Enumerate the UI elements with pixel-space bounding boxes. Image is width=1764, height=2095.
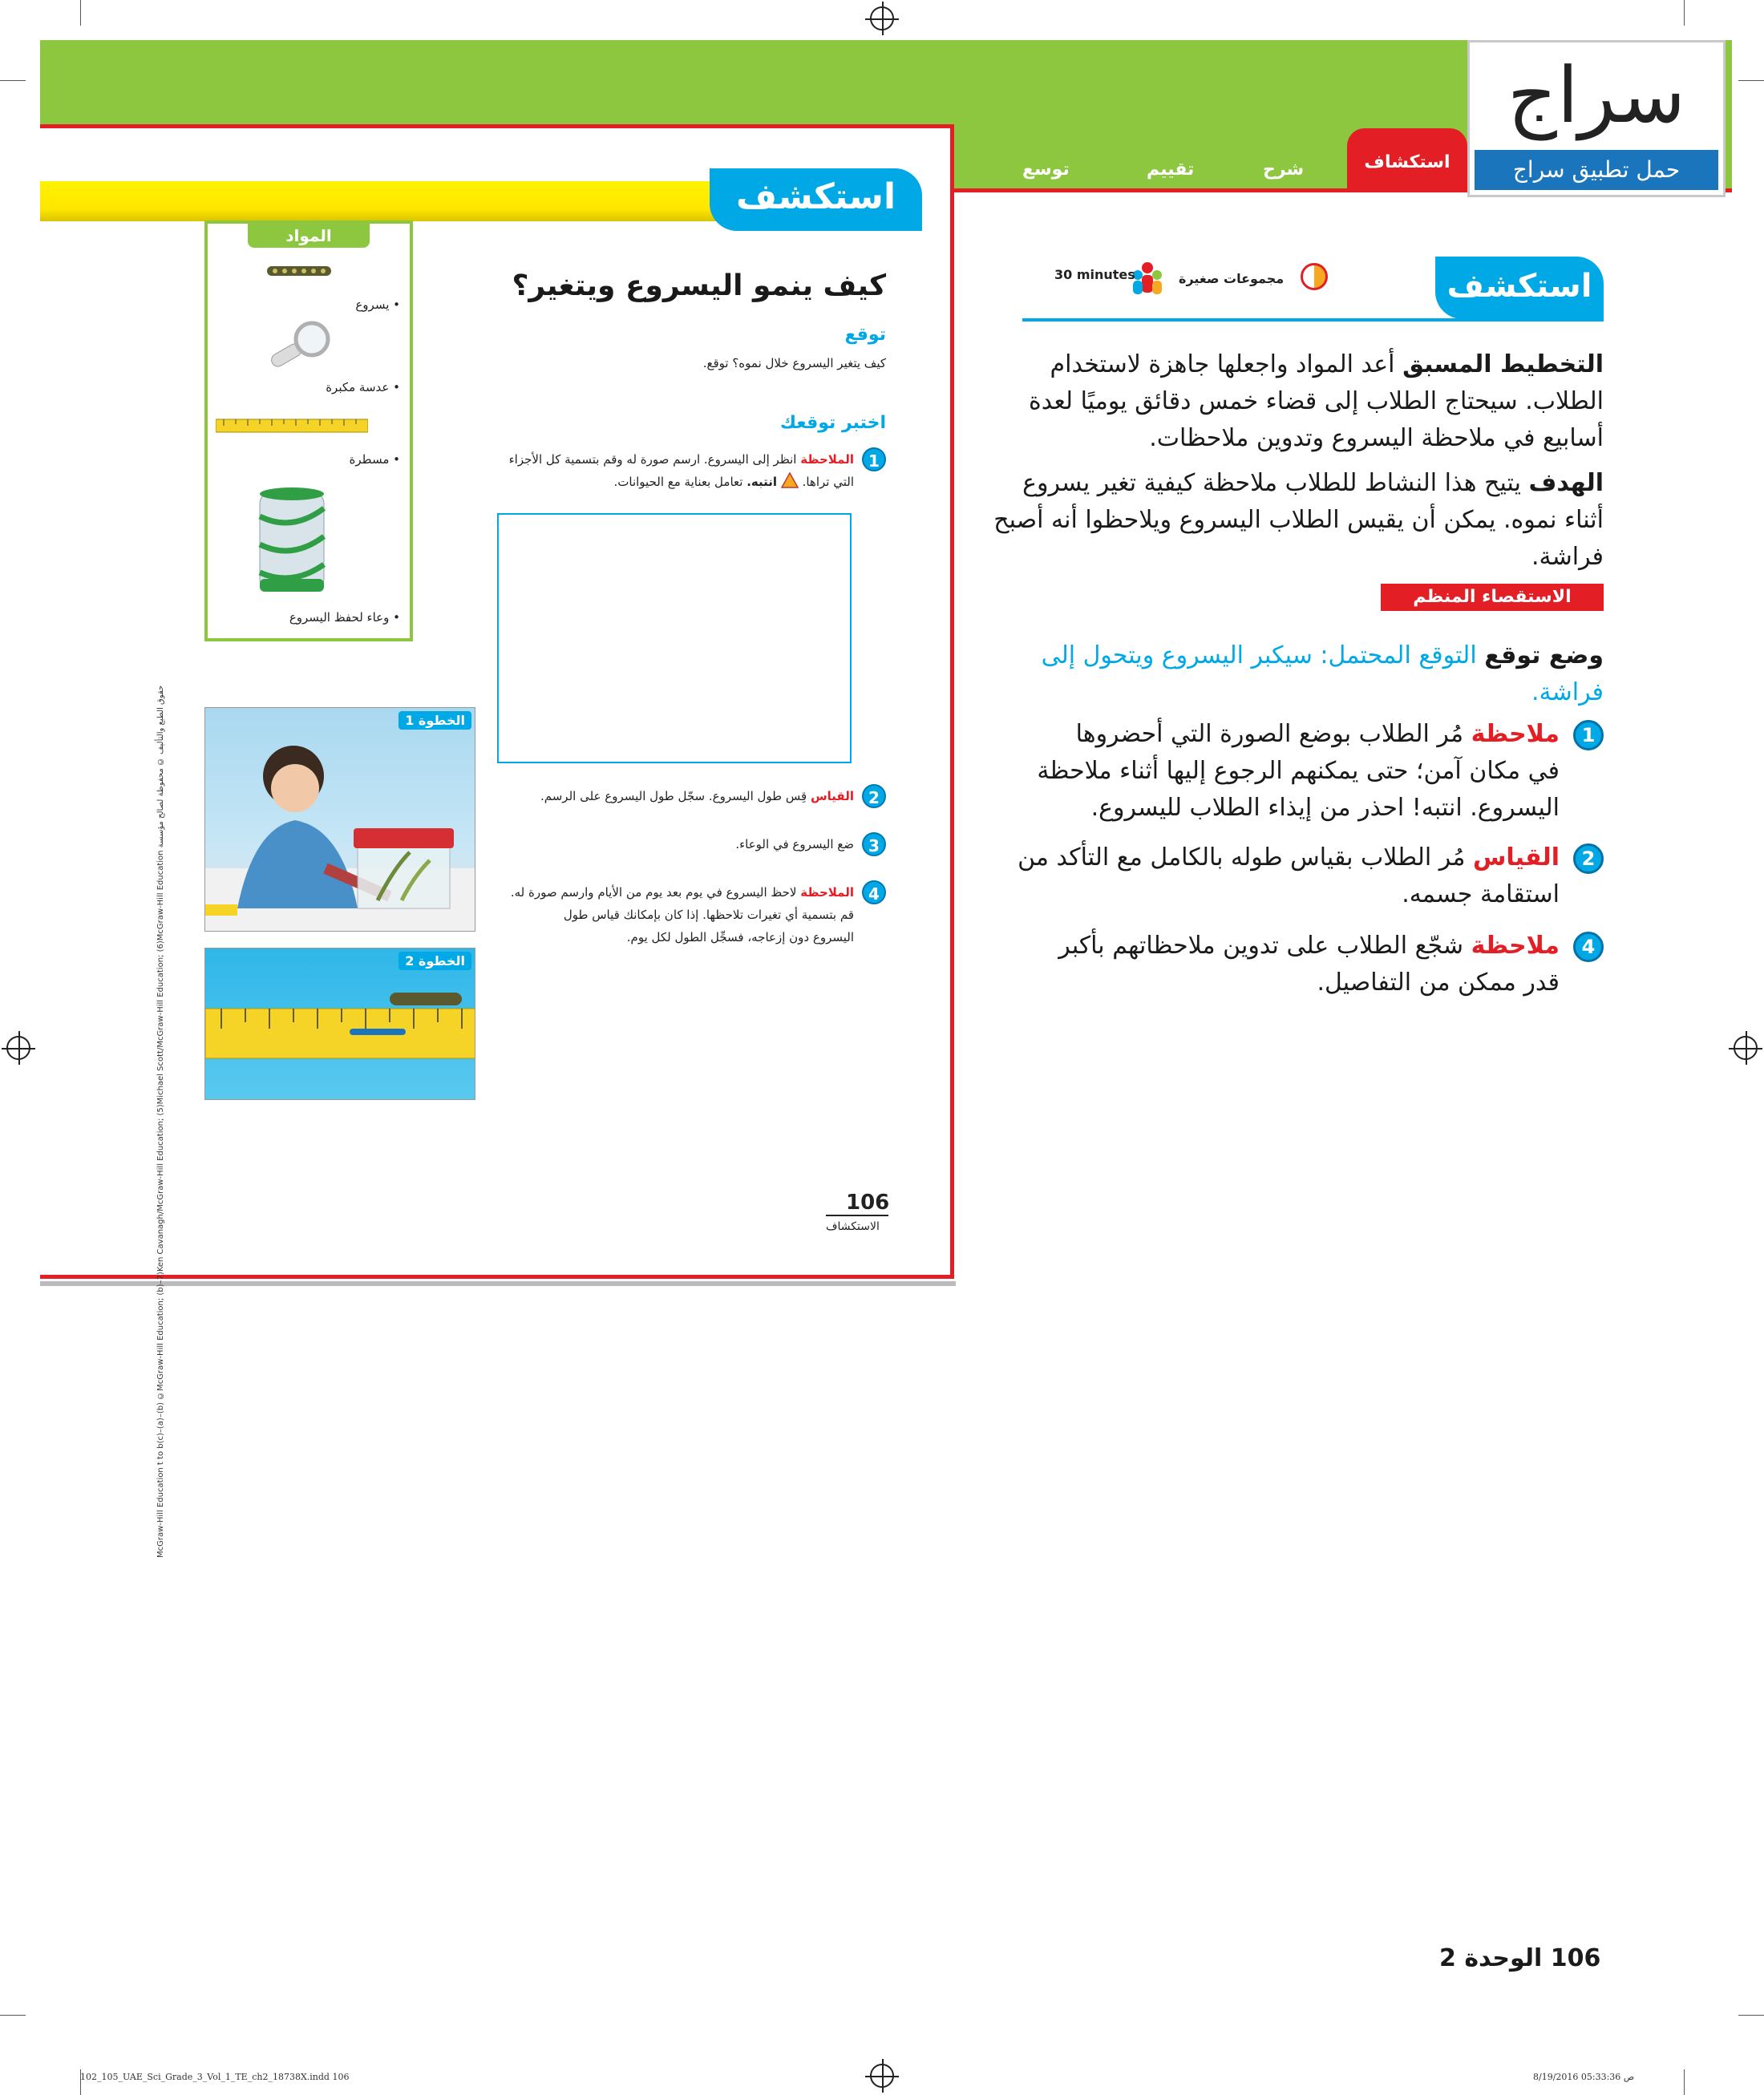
- registration-mark-left: [6, 1036, 30, 1060]
- teacher-step-2-keyword: القياس: [1472, 843, 1560, 872]
- tab-evaluate[interactable]: تقييم: [1147, 160, 1195, 180]
- teacher-step-1-text-1: مُر الطلاب بوضع الصورة التي أحضروها: [1075, 720, 1464, 748]
- test-heading: اختبر توقعك: [779, 413, 886, 433]
- crop-mark: [1738, 2015, 1764, 2016]
- teacher-page-number: 106: [1550, 1944, 1601, 1972]
- student-page-number: 106: [846, 1191, 890, 1215]
- logo-word: سراج: [1507, 51, 1686, 140]
- predict-keyword: وضع توقع: [1484, 641, 1604, 669]
- step-4-text: [511, 882, 854, 903]
- logo-subtitle: حمل تطبيق سراج: [1475, 150, 1718, 190]
- warning-text: تعامل بعناية مع الحيوانات.: [613, 475, 743, 489]
- copyright-en: t to b(c)–(a)–(b) ©McGraw-Hill Education; (b)–7)Ken Cavanagh/McGraw-Hill Education; (5)Michael Scott/McGraw-Hill Education; (6)McGraw-Hill Education: [156, 850, 165, 1466]
- caterpillar-icon: [264, 262, 336, 280]
- step-1-tag: الخطوة 1: [399, 711, 471, 730]
- step-2-photo: [204, 948, 475, 1100]
- step-1-body2: التي تراها.: [802, 475, 854, 489]
- teacher-step-2-line-2: استقامة جسمه.: [1402, 880, 1560, 908]
- predict-paragraph: [1042, 637, 1604, 711]
- material-ruler: • مسطرة: [349, 452, 400, 467]
- crop-mark: [1738, 80, 1764, 81]
- crop-mark: [0, 2015, 26, 2016]
- crop-mark: [80, 0, 81, 26]
- step-4-text-line2: قم بتسمية أي تغيرات تلاحظها. إذا كان بإمكانك قياس طول: [563, 908, 854, 922]
- teacher-step-1-line-2: في مكان آمن؛ حتى يمكنهم الرجوع إليها أثناء ملاحظة: [1037, 757, 1560, 785]
- teacher-step-4-keyword: ملاحظة: [1471, 932, 1560, 960]
- boy-with-container-illustration: [205, 708, 475, 932]
- step-2-text: [540, 786, 854, 807]
- teacher-banner: [1435, 257, 1604, 319]
- date-slug: 8/19/2016 05:33:36 ص: [1533, 2072, 1635, 2082]
- duration-icon: [1301, 263, 1328, 290]
- time-label: 30 minutes: [1054, 267, 1135, 282]
- crop-mark: [0, 80, 26, 81]
- goal-line-1: [993, 465, 1604, 502]
- warning-label: انتبه.: [746, 475, 778, 489]
- material-container-label: وعاء لحفظ اليسروع: [289, 610, 390, 625]
- step-1-badge: 1: [862, 447, 886, 471]
- magnifier-icon: [264, 318, 336, 374]
- tab-explain[interactable]: شرح: [1263, 160, 1305, 180]
- step-1-keyword: الملاحظة: [800, 452, 854, 467]
- teacher-step-1-badge: 1: [1573, 720, 1604, 750]
- teacher-step-2-line-1: [1018, 839, 1560, 876]
- student-banner: [710, 168, 922, 231]
- copyright-notice: [156, 686, 168, 1559]
- predict-line-2: فراشة.: [1531, 678, 1604, 706]
- tab-explore[interactable]: [1347, 128, 1467, 188]
- teacher-step-1-line-3: اليسروع. انتبه! احذر من إيذاء الطلاب لليسروع.: [1090, 794, 1560, 822]
- tab-extend[interactable]: توسع: [1022, 160, 1070, 180]
- step-1-text-line2: [614, 471, 855, 492]
- groups-icon: [1131, 261, 1164, 296]
- planning-line-2: الطلاب. سيحتاج الطلاب إلى قضاء خمس دقائق يوميًا لعدة: [1028, 387, 1604, 415]
- goal-line-2: أثناء نموه. يمكن أن يقيس الطلاب اليسروع ويلاحظوا أنه أصبح: [993, 506, 1604, 534]
- teacher-step-1: [1037, 716, 1560, 827]
- step-4-text-line3: اليسروع دون إزعاجه، فسجِّل الطول لكل يوم.: [626, 930, 854, 944]
- teacher-step-4-badge: 4: [1573, 932, 1604, 962]
- ruler-icon: [216, 418, 368, 434]
- teacher-footer: [1439, 1944, 1624, 1972]
- goal-text-1: يتيح هذا النشاط للطلاب ملاحظة كيفية تغير يسروع: [1022, 469, 1521, 497]
- predict-text-1: التوقع المحتمل: سيكبر اليسروع ويتحول إلى: [1041, 641, 1477, 669]
- teacher-step-1-line-1: [1037, 716, 1560, 753]
- planning-line-3: أسابيع في ملاحظة اليسروع وتدوين ملاحظات.: [1149, 424, 1604, 452]
- tab-explore-label: استكشاف: [1364, 152, 1450, 172]
- groups-label: مجموعات صغيرة: [1179, 271, 1285, 286]
- materials-box: [204, 220, 413, 641]
- page-number-rule: [826, 1215, 888, 1216]
- crop-mark: [1684, 0, 1685, 26]
- warning-triangle-icon: [781, 472, 799, 488]
- habitat-jar-icon: [252, 484, 332, 597]
- unit-label: الوحدة 2: [1439, 1944, 1543, 1972]
- step-3-badge: 3: [862, 832, 886, 856]
- goal-line-3: فراشة.: [1531, 543, 1604, 571]
- step-4-badge: 4: [862, 880, 886, 904]
- step-2-tag: الخطوة 2: [399, 952, 471, 970]
- teacher-banner-label: استكشف: [1446, 268, 1592, 305]
- predict-heading: توقع: [844, 325, 886, 345]
- teacher-step-4-text-1: شجّع الطلاب على تدوين ملاحظاتهم بأكبر: [1058, 932, 1464, 960]
- teacher-step-4: [1058, 928, 1560, 1001]
- material-container: • وعاء لحفظ اليسروع: [289, 610, 400, 625]
- material-ruler-label: مسطرة: [349, 452, 390, 467]
- copyright-ar: حقوق الطبع والتأليف © محفوظة لصالح مؤسسة McGraw-Hill Education: [156, 686, 165, 1559]
- material-magnifier: • عدسة مكبرة: [326, 380, 400, 394]
- planning-line-1: [1029, 346, 1604, 383]
- planning-keyword: التخطيط المسبق: [1402, 350, 1604, 378]
- goal-paragraph: [993, 465, 1604, 576]
- student-page-section: الاستكشاف: [826, 1220, 880, 1233]
- teacher-banner-rule: [1022, 318, 1604, 322]
- material-caterpillar: • يسروع: [355, 297, 400, 312]
- materials-title: المواد: [248, 224, 370, 248]
- registration-mark-top: [870, 6, 894, 30]
- teacher-step-2-badge: 2: [1573, 843, 1604, 874]
- teacher-step-1-keyword: ملاحظة: [1471, 720, 1560, 748]
- registration-mark-bottom: [870, 2064, 894, 2088]
- step-2-body: قِس طول اليسروع. سجّل طول اليسروع على الرسم.: [540, 789, 807, 803]
- material-caterpillar-label: يسروع: [355, 297, 390, 312]
- file-slug: 102_105_UAE_Sci_Grade_3_Vol_1_TE_ch2_18738X.indd 106: [80, 2072, 350, 2082]
- teacher-step-2-text-1: مُر الطلاب بقياس طوله بالكامل مع التأكد من: [1018, 843, 1466, 872]
- crop-mark: [1684, 2069, 1685, 2095]
- predict-text: كيف يتغير اليسروع خلال نموه؟ توقع.: [702, 356, 886, 370]
- planning-paragraph: [1029, 346, 1604, 457]
- teacher-step-4-line-2: قدر ممكن من التفاصيل.: [1317, 969, 1560, 997]
- predict-line-1: [1042, 637, 1604, 674]
- teacher-step-2: [1018, 839, 1560, 913]
- page-title: كيف ينمو اليسروع ويتغير؟: [512, 269, 886, 302]
- step-2-keyword: القياس: [810, 789, 854, 803]
- frame-shadow: [40, 1281, 956, 1286]
- drawing-area[interactable]: [497, 513, 852, 763]
- step-4-keyword: الملاحظة: [800, 885, 854, 900]
- ruler-with-caterpillar-illustration: [205, 948, 475, 1100]
- goal-keyword: الهدف: [1528, 469, 1604, 497]
- step-3-text: ضع اليسروع في الوعاء.: [735, 837, 854, 851]
- step-4-body: لاحظ اليسروع في يوم بعد يوم من الأيام وارسم صورة له.: [510, 885, 797, 900]
- student-banner-label: استكشف: [735, 176, 896, 217]
- inquiry-bar: الاستقصاء المنظم: [1381, 584, 1604, 611]
- step-1-body: انظر إلى اليسروع. ارسم صورة له وقم بتسمية كل الأجزاء: [508, 452, 797, 467]
- registration-mark-right: [1734, 1036, 1758, 1060]
- planning-text-1: أعد المواد واجعلها جاهزة لاستخدام: [1050, 350, 1395, 378]
- step-2-badge: 2: [862, 784, 886, 808]
- step-1-text: [509, 449, 854, 470]
- step-1-photo: [204, 707, 475, 932]
- teacher-step-4-line-1: [1058, 928, 1560, 965]
- material-magnifier-label: عدسة مكبرة: [326, 380, 390, 394]
- seraj-logo: [1467, 40, 1726, 197]
